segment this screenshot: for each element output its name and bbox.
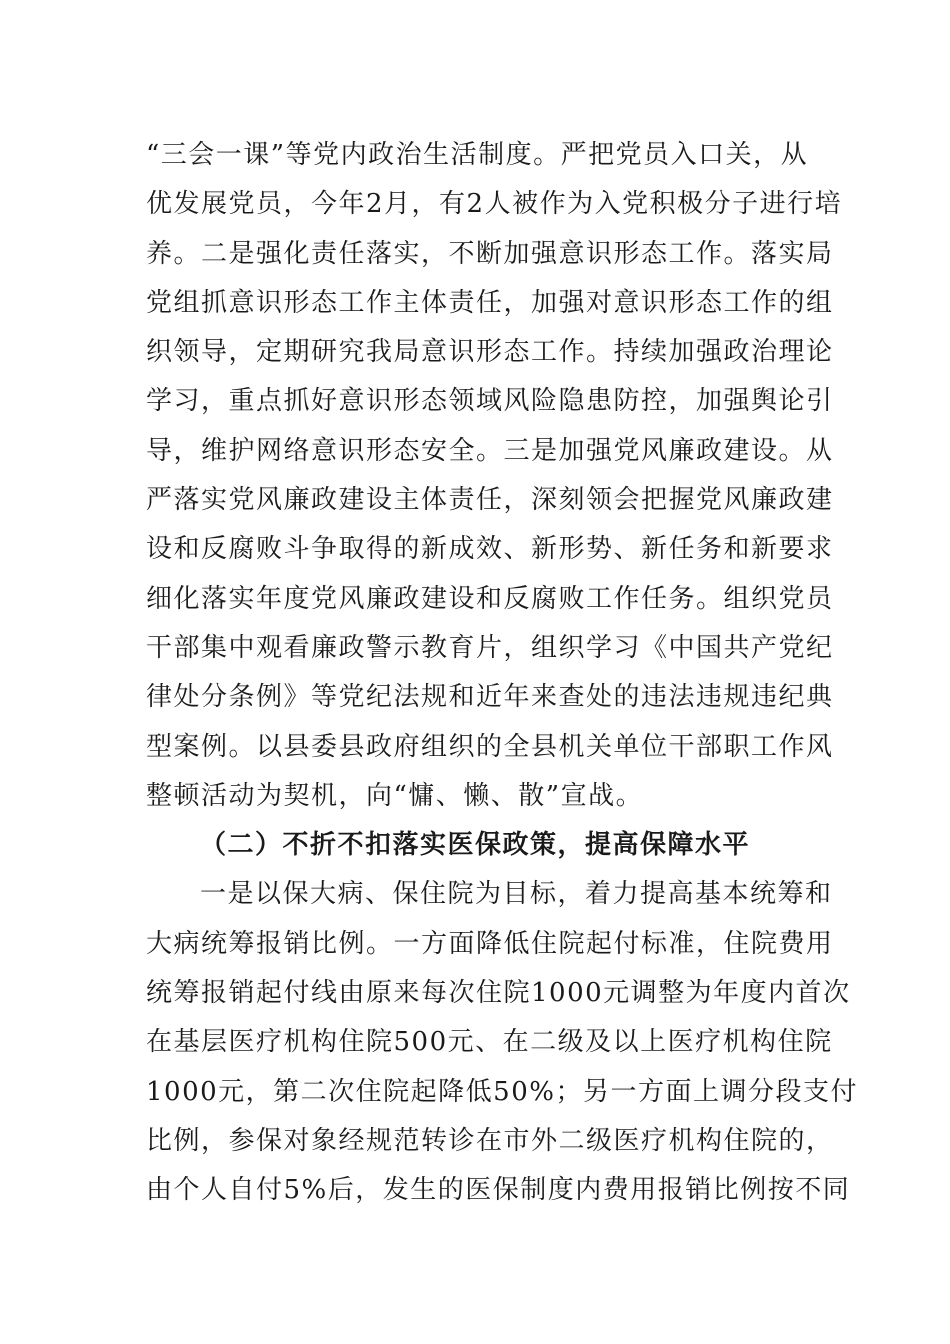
text-line: 干部集中观看廉政警示教育片，组织学习《中国共产党纪 bbox=[146, 632, 834, 663]
text-line: 严落实党风廉政建设主体责任，深刻领会把握党风廉政建 bbox=[146, 485, 834, 516]
text-line: 养。二是强化责任落实，不断加强意识形态工作。落实局 bbox=[146, 238, 834, 269]
text-line: 由个人自付5%后，发生的医保制度内费用报销比例按不同 bbox=[146, 1175, 851, 1206]
section-heading: （二）不折不扣落实医保政策，提高保障水平 bbox=[200, 830, 751, 861]
text-line: “三会一课”等党内政治生活制度。严把党员入口关，从 bbox=[146, 140, 809, 170]
text-line: 统筹报销起付线由原来每次住院1000元调整为年度内首次 bbox=[146, 978, 851, 1009]
text-line: 设和反腐败斗争取得的新成效、新形势、新任务和新要求 bbox=[146, 534, 834, 565]
text-line: 织领导，定期研究我局意识形态工作。持续加强政治理论 bbox=[146, 337, 834, 368]
text-line: 比例，参保对象经规范转诊在市外二级医疗机构住院的， bbox=[146, 1125, 834, 1156]
text-line: 在基层医疗机构住院500元、在二级及以上医疗机构住院 bbox=[146, 1027, 833, 1058]
text-line: 学习，重点抓好意识形态领域风险隐患防控，加强舆论引 bbox=[146, 386, 834, 417]
text-line: 律处分条例》等党纪法规和近年来查处的违法违规违纪典 bbox=[146, 682, 834, 713]
text-line: 一是以保大病、保住院为目标，着力提高基本统筹和 bbox=[200, 879, 833, 910]
text-line: 整顿活动为契机，向“慵、懒、散”宣战。 bbox=[146, 780, 644, 811]
text-line: 优发展党员，今年2月，有2人被作为入党积极分子进行培 bbox=[146, 189, 843, 220]
text-line: 型案例。以县委县政府组织的全县机关单位干部职工作风 bbox=[146, 731, 834, 762]
text-line: 细化落实年度党风廉政建设和反腐败工作任务。组织党员 bbox=[146, 583, 834, 614]
text-line: 大病统筹报销比例。一方面降低住院起付标准，住院费用 bbox=[146, 928, 834, 959]
text-line: 1000元，第二次住院起降低50%；另一方面上调分段支付 bbox=[146, 1076, 858, 1107]
body-text bbox=[146, 131, 858, 1216]
text-line: 党组抓意识形态工作主体责任，加强对意识形态工作的组 bbox=[146, 287, 834, 318]
text-line: 导，维护网络意识形态安全。三是加强党风廉政建设。从 bbox=[146, 435, 834, 466]
